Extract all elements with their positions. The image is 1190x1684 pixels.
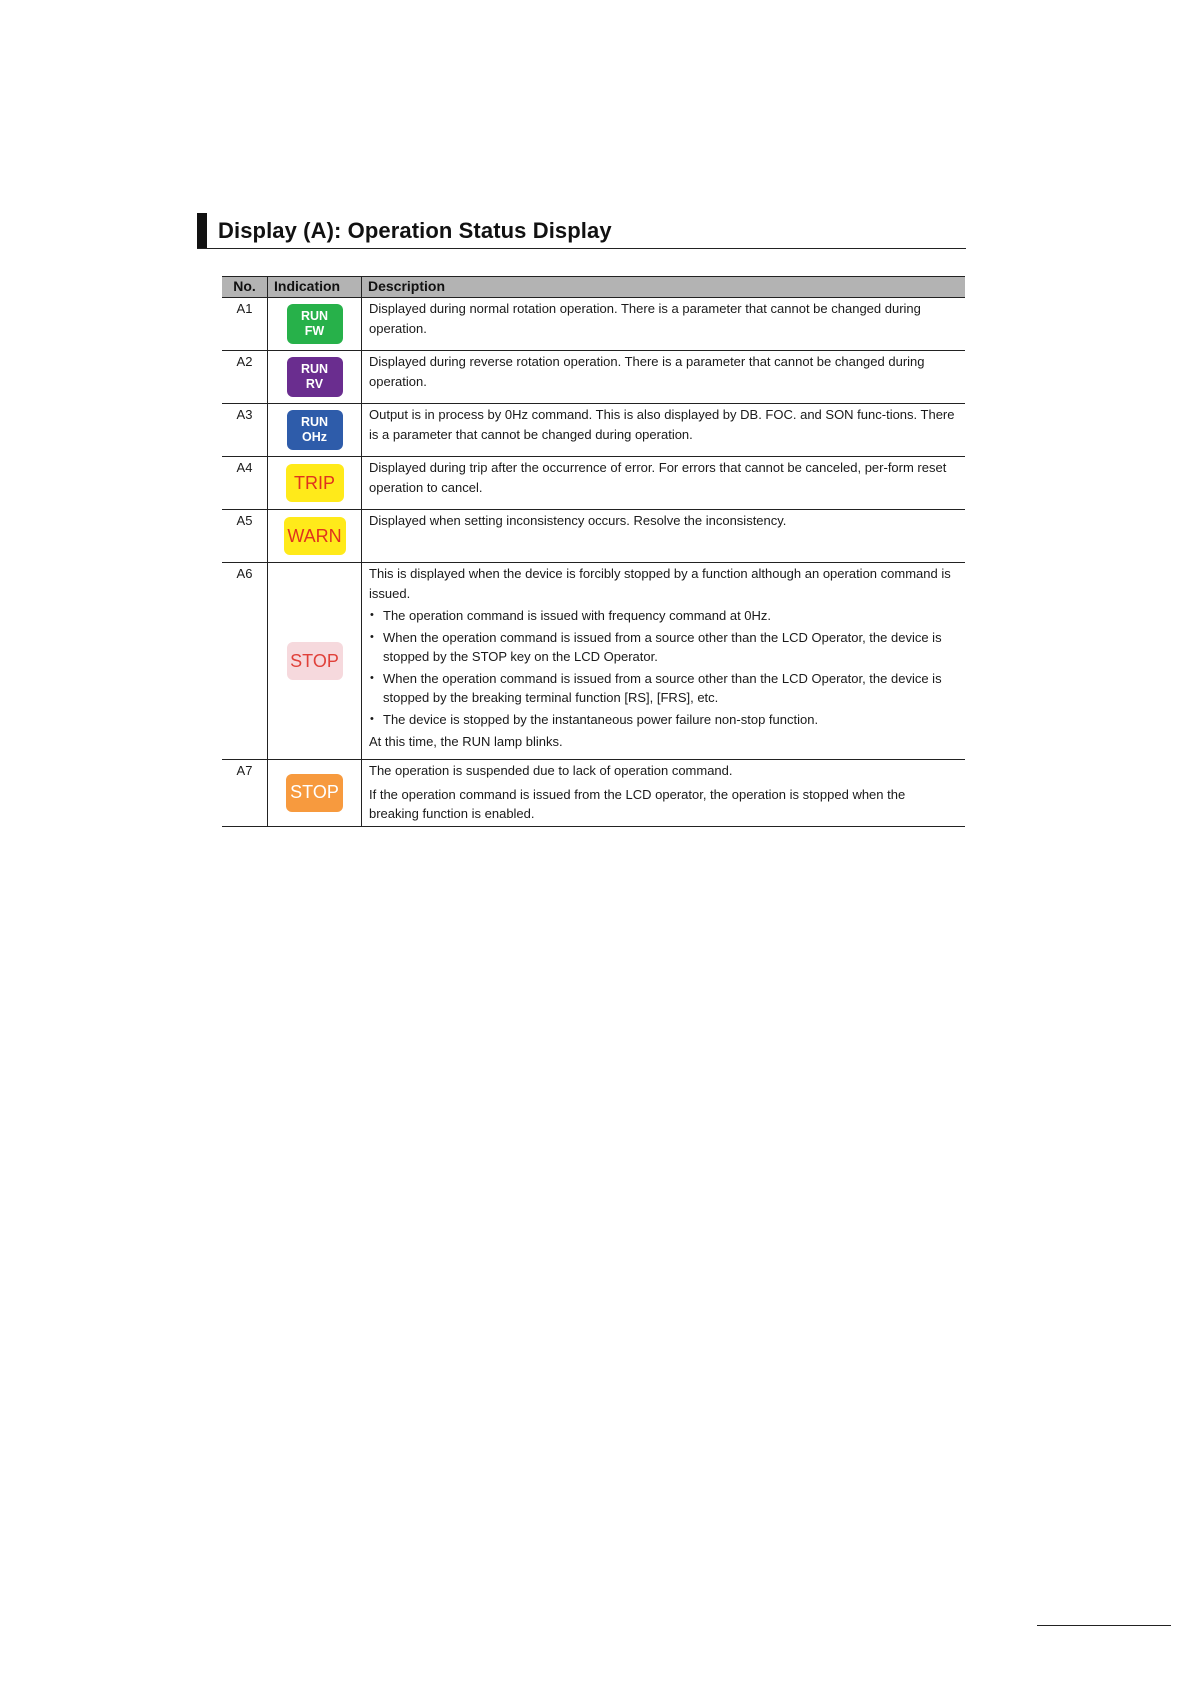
description-cell: The operation is suspended due to lack of operation command. If the operation command is issued from the LCD operator, the operation is stopped when the breaking function is enabled.	[362, 760, 966, 827]
description-cell: This is displayed when the device is forcibly stopped by a function although an operation command is issued. • The operation command is issued with frequency command at 0Hz. • When the operation command is issued from a source other than the LCD Operator, the device is stopped by the STOP key on the LCD Operator. • When the operation command is issued from a source other than the LCD Operator, the device is stopped by the breaking terminal function [RS], [FRS], etc. • The device is stopped by the instantaneous power failure non-stop function. At this time, the RUN lamp blinks.	[362, 563, 966, 760]
heading-marker-bar	[197, 213, 207, 248]
list-item: • When the operation command is issued from a source other than the LCD Operator, the device is stopped by the STOP key on the LCD Operator.	[369, 628, 957, 667]
header-indication: Indication	[268, 277, 362, 298]
indication-cell	[268, 760, 362, 827]
description-cell: Displayed during reverse rotation operation. There is a parameter that cannot be changed during operation.	[362, 351, 966, 404]
table-row	[222, 760, 965, 827]
operation-status-table	[222, 276, 965, 827]
list-item: • The operation command is issued with frequency command at 0Hz.	[369, 606, 957, 626]
row-number: A3	[222, 404, 268, 457]
table-row	[222, 351, 965, 404]
table-row	[222, 510, 965, 563]
row-number: A4	[222, 457, 268, 510]
table-header-row	[222, 277, 965, 298]
indication-cell	[268, 298, 362, 351]
run-lamp-note: At this time, the RUN lamp blinks.	[369, 734, 563, 749]
table-row	[222, 298, 965, 351]
indication-cell	[268, 510, 362, 563]
table-row	[222, 563, 965, 760]
condition-list	[369, 606, 957, 729]
section-heading	[197, 213, 966, 249]
table-row	[222, 457, 965, 510]
description-cell: Output is in process by 0Hz command. This is also displayed by DB. FOC. and SON func-tions. There is a parameter that cannot be changed during operation.	[362, 404, 966, 457]
warn-badge: WARN	[284, 517, 346, 555]
stop-suspended-badge: STOP	[286, 774, 343, 812]
description-cell: Displayed when setting inconsistency occurs. Resolve the inconsistency.	[362, 510, 966, 563]
trip-badge: TRIP	[286, 464, 344, 502]
indication-cell	[268, 404, 362, 457]
indication-cell	[268, 563, 362, 760]
description-cell: Displayed during trip after the occurrence of error. For errors that cannot be canceled, per-form reset operation to cancel.	[362, 457, 966, 510]
header-description: Description	[362, 277, 966, 298]
indication-cell	[268, 351, 362, 404]
row-number: A5	[222, 510, 268, 563]
run-fw-badge: RUN FW	[287, 304, 343, 344]
row-number: A1	[222, 298, 268, 351]
run-0hz-badge: RUN OHz	[287, 410, 343, 450]
run-rv-badge: RUN RV	[287, 357, 343, 397]
list-item: • When the operation command is issued from a source other than the LCD Operator, the device is stopped by the breaking terminal function [RS], [FRS], etc.	[369, 669, 957, 708]
table-row	[222, 404, 965, 457]
list-item: • The device is stopped by the instantaneous power failure non-stop function.	[369, 710, 957, 730]
indication-cell	[268, 457, 362, 510]
row-number: A2	[222, 351, 268, 404]
row-number: A6	[222, 563, 268, 760]
header-no: No.	[222, 277, 268, 298]
description-cell: Displayed during normal rotation operation. There is a parameter that cannot be changed during operation.	[362, 298, 966, 351]
footer-rule	[1037, 1625, 1171, 1626]
row-number: A7	[222, 760, 268, 827]
page-title: Display (A): Operation Status Display	[218, 218, 612, 243]
stop-forced-badge: STOP	[287, 642, 343, 680]
